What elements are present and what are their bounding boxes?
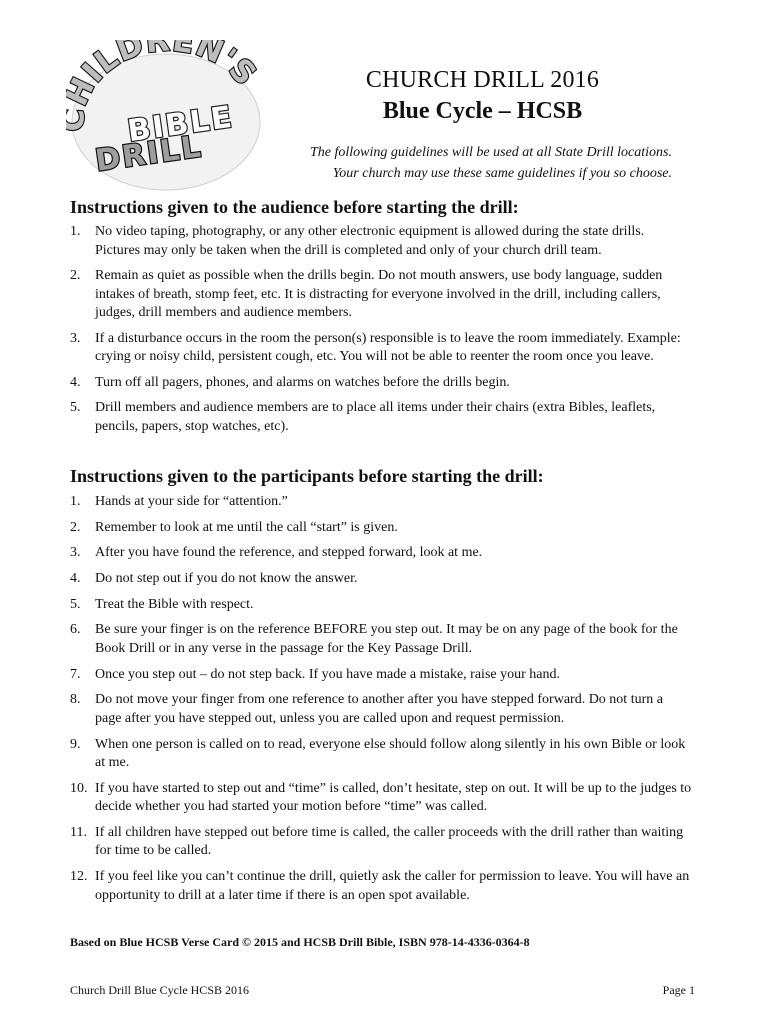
page-number: Page 1 <box>662 983 695 997</box>
page-title: CHURCH DRILL 2016 <box>365 67 600 93</box>
audience-instructions-list <box>70 223 692 443</box>
item-number: 6. <box>70 622 81 638</box>
item-text: Treat the Bible with respect. <box>95 596 254 612</box>
item-number: 11. <box>70 824 87 840</box>
list-item <box>70 519 692 538</box>
item-number: 9. <box>70 736 81 752</box>
logo-text-drill: DRILL <box>93 129 205 179</box>
item-text: Remain as quiet as possible when the drills begin. Do not mouth answers, use body language, sudden intakes of breath, stomp feet, etc. It is distracting for everyone involved in the drill, including callers, judges, drill members and audience members. <box>95 268 663 320</box>
item-number: 5. <box>70 596 81 612</box>
participant-instructions-list <box>70 493 692 912</box>
item-number: 10. <box>70 780 88 796</box>
item-text: If all children have stepped out before time is called, the caller proceeds with the drill rather than waiting for time to be called. <box>95 824 684 859</box>
item-number: 4. <box>70 571 81 587</box>
logo-text-bible: BIBLE <box>125 99 236 150</box>
item-text: Drill members and audience members are to place all items under their chairs (extra Bibles, leaflets, pencils, papers, stop watches, etc). <box>95 400 656 434</box>
list-item <box>70 493 692 512</box>
item-number: 7. <box>70 666 81 682</box>
list-item <box>70 399 692 436</box>
item-text: Do not step out if you do not know the answer. <box>95 571 358 587</box>
guideline-note <box>232 142 672 184</box>
participant-instructions-heading: Instructions given to the participants before starting the drill: <box>70 466 544 486</box>
item-text: Once you step out – do not step back. If you have made a mistake, raise your hand. <box>95 666 560 682</box>
item-text: When one person is called on to read, everyone else should follow along silently in his own Bible or look at me. <box>95 736 686 770</box>
list-item <box>70 223 692 260</box>
guideline-line-2: Your church may use these same guidelines if you so choose. <box>332 166 672 181</box>
item-text: Turn off all pagers, phones, and alarms on watches before the drills begin. <box>95 374 510 390</box>
item-text: Be sure your finger is on the reference BEFORE you step out. It may be on any page of the book for the Book Drill or in any verse in the passage for the Key Passage Drill. <box>95 622 678 656</box>
list-item <box>70 666 692 685</box>
item-number: 5. <box>70 400 81 415</box>
source-footnote: Based on Blue HCSB Verse Card © 2015 and HCSB Drill Bible, ISBN 978-14-4336-0364-8 <box>70 935 530 949</box>
footer-document-title: Church Drill Blue Cycle HCSB 2016 <box>70 983 249 997</box>
item-text: If a disturbance occurs in the room the person(s) responsible is to leave the room immediately. Example: crying or noisy child, persistent cough, etc. You will not be able to reenter the room once you leave. <box>95 330 681 364</box>
list-item <box>70 544 692 563</box>
audience-instructions-heading: Instructions given to the audience before starting the drill: <box>70 197 519 217</box>
list-item <box>70 621 692 658</box>
title-block <box>270 66 695 126</box>
item-number: 1. <box>70 494 81 509</box>
list-item <box>70 570 692 589</box>
item-number: 3. <box>70 545 81 561</box>
list-item <box>70 780 692 817</box>
item-text: After you have found the reference, and stepped forward, look at me. <box>95 545 483 561</box>
item-text: No video taping, photography, or any other electronic equipment is allowed during the state drills. Pictures may only be taken when the drill is completed and only of your church drill team. <box>95 224 645 258</box>
list-item <box>70 374 692 393</box>
guideline-line-1: The following guidelines will be used at all State Drill locations. <box>309 145 672 160</box>
list-item <box>70 330 692 367</box>
list-item <box>70 736 692 773</box>
item-number: 4. <box>70 374 81 390</box>
page-subtitle: Blue Cycle – HCSB <box>382 98 583 124</box>
item-text: If you have started to step out and “time” is called, don’t hesitate, step on out. It will be up to the judges to decide whether you had started your motion before “time” was called. <box>95 780 692 815</box>
item-number: 1. <box>70 224 81 239</box>
list-item <box>70 596 692 615</box>
item-number: 8. <box>70 692 81 708</box>
list-item <box>70 267 692 323</box>
item-text: Do not move your finger from one reference to another after you have stepped forward. Do not turn a page after you have stepped out, unless you are called upon and request permission. <box>95 692 663 726</box>
list-item <box>70 824 692 861</box>
item-number: 2. <box>70 519 81 535</box>
item-number: 2. <box>70 268 81 283</box>
item-text: Remember to look at me until the call “start” is given. <box>95 519 398 535</box>
item-text: If you feel like you can’t continue the drill, quietly ask the caller for permission to leave. You will have an opportunity to drill at a later time if there is an open spot available. <box>95 869 690 903</box>
list-item <box>70 868 692 905</box>
item-text: Hands at your side for “attention.” <box>95 494 288 509</box>
item-number: 3. <box>70 330 81 346</box>
list-item <box>70 691 692 728</box>
logo-text-childrens: ILDREN'S <box>75 40 262 94</box>
item-number: 12. <box>70 869 88 885</box>
